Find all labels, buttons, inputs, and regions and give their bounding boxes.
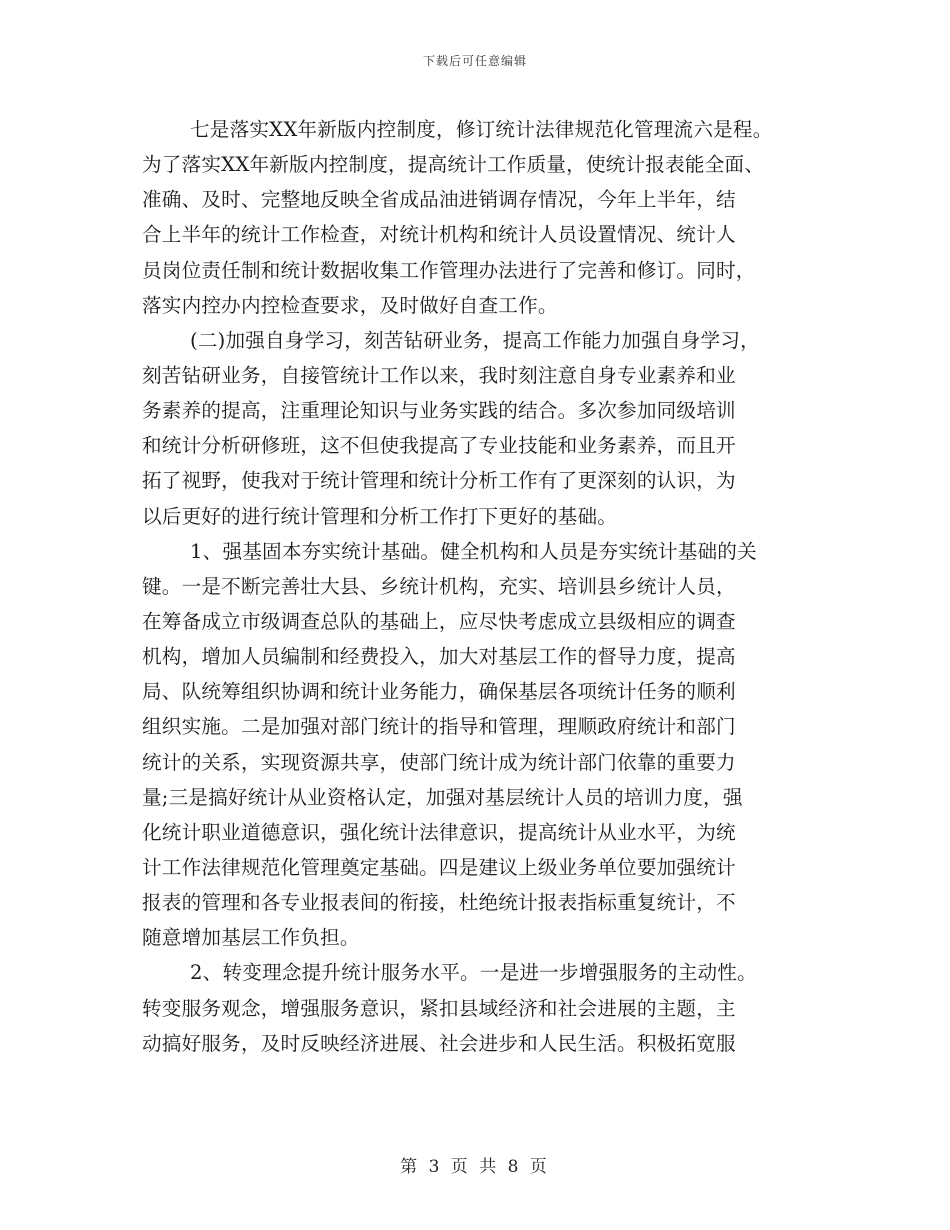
text-line: 转变服务观念，增强服务意识，紧扣县域经济和社会进展的主题，主 [142,996,736,1020]
text-line: 化统计职业道德意识，强化统计法律意识，提高统计从业水平，为统 [142,820,736,844]
document-body [142,112,810,1061]
text-line: 落实内控办内控检查要求，及时做好自查工作。 [142,293,558,317]
text-line: 为了落实XX年新版内控制度，提高统计工作质量，使统计报表能全面、 [142,153,765,177]
text-line: 务素养的提高，注重理论知识与业务实践的结合。多次参加同级培训 [142,399,736,423]
text-line: 2、转变理念提升统计服务水平。一是进一步增强服务的主动性。 [190,961,757,985]
text-line: 动搞好服务，及时反映经济进展、社会进步和人民生活。积极拓宽服 [142,1031,736,1055]
page-footer: 第 3 页 共 8 页 [400,1157,550,1177]
text-line: (二)加强自身学习，刻苦钻研业务，提高工作能力加强自身学习， [190,328,760,352]
text-line: 局、队统筹组织协调和统计业务能力，确保基层各项统计任务的顺利 [142,680,736,704]
text-line: 和统计分析研修班，这不但使我提高了专业技能和业务素养，而且开 [142,434,736,458]
text-line: 计工作法律规范化管理奠定基础。四是建议上级业务单位要加强统计 [142,855,736,879]
text-line: 键。一是不断完善壮大县、乡统计机构，充实、培训县乡统计人员， [142,574,736,598]
text-line: 统计的关系，实现资源共享，使部门统计成为统计部门依靠的重要力 [142,750,736,774]
text-line: 准确、及时、完整地反映全省成品油进销调存情况，今年上半年，结 [142,188,736,212]
text-line: 以后更好的进行统计管理和分析工作打下更好的基础。 [142,504,618,528]
text-line: 随意增加基层工作负担。 [142,926,360,950]
text-line: 拓了视野，使我对于统计管理和统计分析工作有了更深刻的认识，为 [142,469,736,493]
page-header: 下载后可任意编辑 [422,54,527,68]
text-line: 员岗位责任制和统计数据收集工作管理办法进行了完善和修订。同时， [142,258,756,282]
text-line: 七是落实XX年新版内控制度，修订统计法律规范化管理流六是程。 [190,118,773,141]
text-line: 在筹备成立市级调查总队的基础上，应尽快考虑成立县级相应的调查 [142,609,736,633]
text-line: 量;三是搞好统计从业资格认定，加强对基层统计人员的培训力度，强 [142,785,743,809]
text-line: 合上半年的统计工作检查，对统计机构和统计人员设置情况、统计人 [142,223,736,247]
text-line: 刻苦钻研业务，自接管统计工作以来，我时刻注意自身专业素养和业 [142,363,736,387]
text-line: 组织实施。二是加强对部门统计的指导和管理，理顺政府统计和部门 [142,715,736,739]
text-line: 机构，增加人员编制和经费投入，加大对基层工作的督导力度，提高 [142,645,736,669]
text-line: 报表的管理和各专业报表间的衔接，杜绝统计报表指标重复统计，不 [142,891,736,915]
text-line: 1、强基固本夯实统计基础。健全机构和人员是夯实统计基础的关 [190,539,757,563]
